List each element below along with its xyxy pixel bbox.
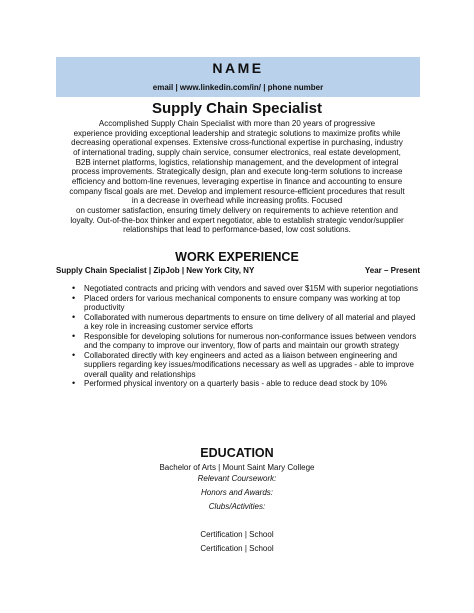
job-bullet: • Negotiated contracts and pricing with vendors and saved over $15M with superior negotiations <box>72 284 420 294</box>
certification-line: Certification | School <box>200 530 274 539</box>
certification-line: Certification | School <box>200 544 274 553</box>
coursework-label: Relevant Coursework: <box>197 474 277 483</box>
job-bullet: • Placed orders for various mechanical components to ensure company was working at top productivity <box>72 294 420 313</box>
contact-line: email | www.linkedin.com/in/ | phone number <box>152 83 324 92</box>
job-bullet: • Performed physical inventory on a quarterly basis - able to reduce dead stock by 10% <box>72 379 420 389</box>
candidate-name: NAME <box>212 60 264 76</box>
header-band <box>56 57 420 97</box>
clubs-label: Clubs/Activities: <box>208 502 266 511</box>
honors-label: Honors and Awards: <box>200 488 274 497</box>
job-bullet: • Collaborated directly with key engineers and acted as a liaison between engineering and suppliers regarding key issues/modifications necessary as well as upgrades - able to improve overall quality and relationships <box>72 351 420 380</box>
job-bullet: • Responsible for developing solutions for numerous non-conformance issues between vendors and the company to improve our inventory, flow of parts and maintain our growth strategy <box>72 332 420 351</box>
education-heading: EDUCATION <box>200 446 274 460</box>
work-experience-heading: WORK EXPERIENCE <box>175 250 299 264</box>
resume-title: Supply Chain Specialist <box>151 100 323 117</box>
job-bullets <box>72 284 420 389</box>
professional-summary: Accomplished Supply Chain Specialist with more than 20 years of progressive experience providing exceptional leadership and strategic solutions to maximize profits while decreasing operational expenses. Extensive cross-functional expertise in purchasing, industry of international trading, supply chain service, consumer electronics, real estate development, B2B internet platforms, logistics, relationship management, and the development of integral process improvements. Strategically design, plan and execute long-term solutions to increase efficiency and bottom-line revenues, leveraging expertise in finance and accounting to ensure company fiscal goals are met. Develop and implement resource-efficient procedures that result in a decrease in overhead while increasing profits. Focused on customer satisfaction, ensuring timely delivery on requirements to achieve retention and loyalty. Out-of-the-box thinker and expert negotiator, able to establish strategic vendor/supplier relationships that lead to performance-based, low cost solutions. <box>69 119 405 235</box>
job-dates: Year – Present <box>364 266 420 275</box>
job-title: Supply Chain Specialist | ZipJob | New York City, NY <box>56 266 255 275</box>
job-bullet: • Collaborated with numerous departments to ensure on time delivery of all material and played a key role in increasing customer service efforts <box>72 313 420 332</box>
degree-line: Bachelor of Arts | Mount Saint Mary College <box>159 463 315 472</box>
job-header <box>56 266 420 275</box>
